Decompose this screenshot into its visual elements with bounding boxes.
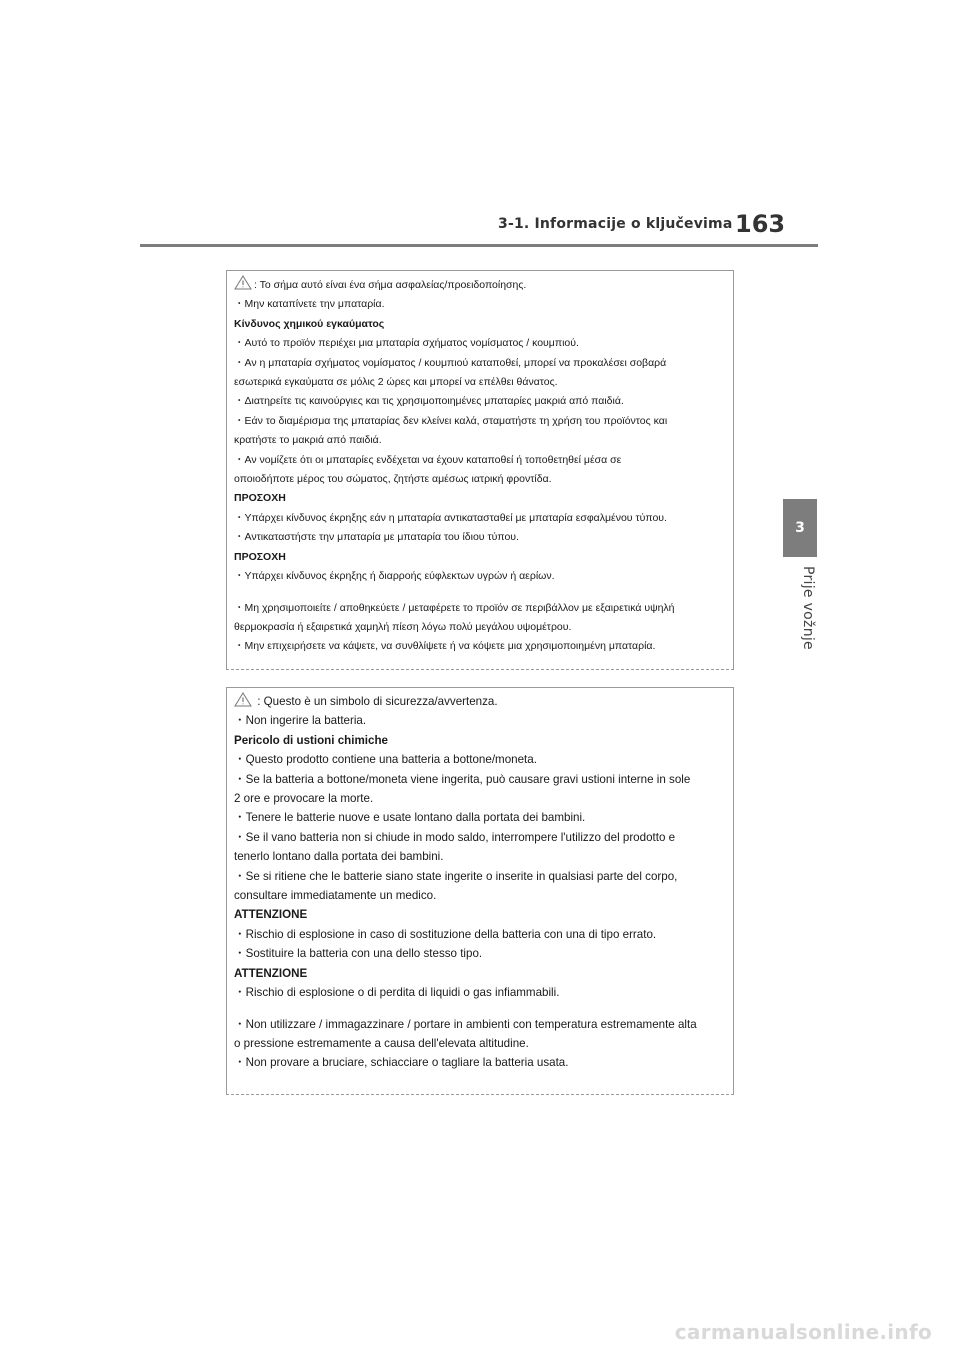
chapter-number: 3 bbox=[795, 520, 805, 536]
warning-line bbox=[234, 944, 729, 963]
warning-line bbox=[234, 431, 729, 450]
warning-line bbox=[234, 599, 729, 618]
warning-line bbox=[234, 509, 729, 528]
warning-text: ・Questo prodotto contiene una batteria a bottone/moneta. bbox=[234, 753, 537, 767]
warning-text: ・Rischio di esplosione in caso di sostituzione della batteria con una di tipo errato. bbox=[234, 927, 657, 941]
italian-warning-box bbox=[226, 687, 734, 1095]
warning-triangle-icon bbox=[234, 275, 252, 290]
warning-line bbox=[234, 886, 729, 905]
warning-text: ・Non utilizzare / immagazzinare / portare in ambienti con temperatura estremamente alta bbox=[234, 1017, 697, 1031]
warning-text: ・Se la batteria a bottone/moneta viene ingerita, può causare gravi ustioni interne in sole bbox=[234, 772, 691, 786]
warning-text: ΠΡΟΣΟΧΗ bbox=[234, 492, 286, 505]
warning-line bbox=[234, 295, 729, 314]
warning-heading bbox=[234, 548, 729, 567]
warning-text: ・Tenere le batterie nuove e usate lontano dalla portata dei bambini. bbox=[234, 811, 586, 825]
warning-text: ・Μην καταπίνετε την μπαταρία. bbox=[234, 298, 385, 311]
warning-text: ・Μη χρησιμοποιείτε / αποθηκεύετε / μεταφέρετε το προϊόν σε περιβάλλον με εξαιρετικά υψηλή bbox=[234, 601, 675, 614]
warning-heading bbox=[234, 489, 729, 508]
warning-text: ・Υπάρχει κίνδυνος έκρηξης ή διαρροής εύφλεκτων υγρών ή αερίων. bbox=[234, 570, 555, 583]
warning-text: ・Rischio di esplosione o di perdita di liquidi o gas infiammabili. bbox=[234, 986, 560, 1000]
warning-line bbox=[234, 983, 729, 1002]
warning-text: ATTENZIONE bbox=[234, 966, 308, 980]
warning-line bbox=[234, 925, 729, 944]
section-title: 3-1. Informacije o ključevima bbox=[498, 216, 733, 232]
warning-heading bbox=[234, 315, 729, 334]
warning-text: ・Αν η μπαταρία σχήματος νομίσματος / κουμπιού καταποθεί, μπορεί να προκαλέσει σοβαρά bbox=[234, 356, 667, 369]
warning-text: : Questo è un simbolo di sicurezza/avvertenza. bbox=[254, 695, 498, 708]
warning-line bbox=[234, 528, 729, 547]
warning-heading bbox=[234, 731, 729, 750]
warning-text: ・Se il vano batteria non si chiude in modo saldo, interrompere l'utilizzo del prodotto e bbox=[234, 830, 676, 844]
warning-line bbox=[234, 618, 729, 637]
warning-line bbox=[234, 451, 729, 470]
warning-text: consultare immediatamente un medico. bbox=[234, 889, 437, 903]
page-number: 163 bbox=[735, 210, 786, 238]
warning-line bbox=[234, 789, 729, 808]
warning-line bbox=[234, 828, 729, 847]
warning-text: ・Non ingerire la batteria. bbox=[234, 714, 367, 728]
warning-line bbox=[234, 470, 729, 489]
warning-line bbox=[234, 808, 729, 827]
warning-line bbox=[234, 334, 729, 353]
warning-heading bbox=[234, 964, 729, 983]
warning-text: Κίνδυνος χημικού εγκαύματος bbox=[234, 317, 385, 330]
warning-triangle-icon bbox=[234, 692, 252, 707]
warning-text: εσωτερικά εγκαύματα σε μόλις 2 ώρες και μπορεί να επέλθει θάνατος. bbox=[234, 376, 558, 389]
warning-line bbox=[234, 770, 729, 789]
warning-line bbox=[234, 392, 729, 411]
warning-text: tenerlo lontano dalla portata dei bambini. bbox=[234, 850, 444, 864]
warning-line bbox=[234, 275, 729, 295]
warning-text: ・Sostituire la batteria con una dello stesso tipo. bbox=[234, 947, 483, 961]
warning-text: o pressione estremamente a causa dell'elevata altitudine. bbox=[234, 1036, 529, 1050]
warning-text: ・Αν νομίζετε ότι οι μπαταρίες ενδέχεται να έχουν καταποθεί ή τοποθετηθεί μέσα σε bbox=[234, 453, 622, 466]
warning-line bbox=[234, 750, 729, 769]
header-rule bbox=[140, 244, 818, 247]
chapter-title: Prije vožnje bbox=[800, 566, 816, 650]
warning-text: κρατήστε το μακριά από παιδιά. bbox=[234, 434, 382, 447]
warning-text: θερμοκρασία ή εξαιρετικά χαμηλή πίεση λόγω πολύ μεγάλου υψομέτρου. bbox=[234, 620, 572, 633]
warning-line bbox=[234, 1053, 729, 1072]
warning-text: ・Αντικαταστήστε την μπαταρία με μπαταρία του ίδιου τύπου. bbox=[234, 531, 519, 544]
warning-line bbox=[234, 1015, 729, 1034]
warning-text: ・Non provare a bruciare, schiacciare o tagliare la batteria usata. bbox=[234, 1056, 569, 1070]
warning-text: ・Μην επιχειρήσετε να κάψετε, να συνθλίψετε ή να κόψετε μια χρησιμοποιημένη μπαταρία. bbox=[234, 640, 656, 653]
footer-watermark: carmanualsonline.info bbox=[674, 1320, 932, 1344]
warning-text: ・Se si ritiene che le batterie siano state ingerite o inserite in qualsiasi parte del corpo, bbox=[234, 869, 678, 883]
warning-line bbox=[234, 354, 729, 373]
warning-line bbox=[234, 373, 729, 392]
warning-text: οποιοδήποτε μέρος του σώματος, ζητήστε αμέσως ιατρική φροντίδα. bbox=[234, 473, 552, 486]
warning-text: ΠΡΟΣΟΧΗ bbox=[234, 550, 286, 563]
warning-line bbox=[234, 637, 729, 656]
chapter-tab bbox=[783, 499, 817, 557]
warning-text: : Το σήμα αυτό είναι ένα σήμα ασφαλείας/προειδοποίησης. bbox=[254, 279, 527, 291]
warning-line bbox=[234, 711, 729, 730]
warning-line bbox=[234, 692, 729, 711]
warning-text: ・Διατηρείτε τις καινούργιες και τις χρησιμοποιημένες μπαταρίες μακριά από παιδιά. bbox=[234, 395, 624, 408]
warning-text: Pericolo di ustioni chimiche bbox=[234, 733, 388, 747]
warning-heading bbox=[234, 905, 729, 924]
warning-text: ・Υπάρχει κίνδυνος έκρηξης εάν η μπαταρία αντικατασταθεί με μπαταρία εσφαλμένου τύπου. bbox=[234, 511, 667, 524]
warning-line bbox=[234, 1034, 729, 1053]
warning-line bbox=[234, 567, 729, 586]
warning-line bbox=[234, 412, 729, 431]
warning-text: 2 ore e provocare la morte. bbox=[234, 792, 374, 806]
greek-warning-box bbox=[226, 270, 734, 670]
warning-line bbox=[234, 867, 729, 886]
warning-text: ・Αυτό το προϊόν περιέχει μια μπαταρία σχήματος νομίσματος / κουμπιού. bbox=[234, 337, 579, 350]
warning-line bbox=[234, 847, 729, 866]
warning-text: ATTENZIONE bbox=[234, 908, 308, 922]
warning-text: ・Εάν το διαμέρισμα της μπαταρίας δεν κλείνει καλά, σταματήστε τη χρήση του προϊόντος και bbox=[234, 414, 668, 427]
